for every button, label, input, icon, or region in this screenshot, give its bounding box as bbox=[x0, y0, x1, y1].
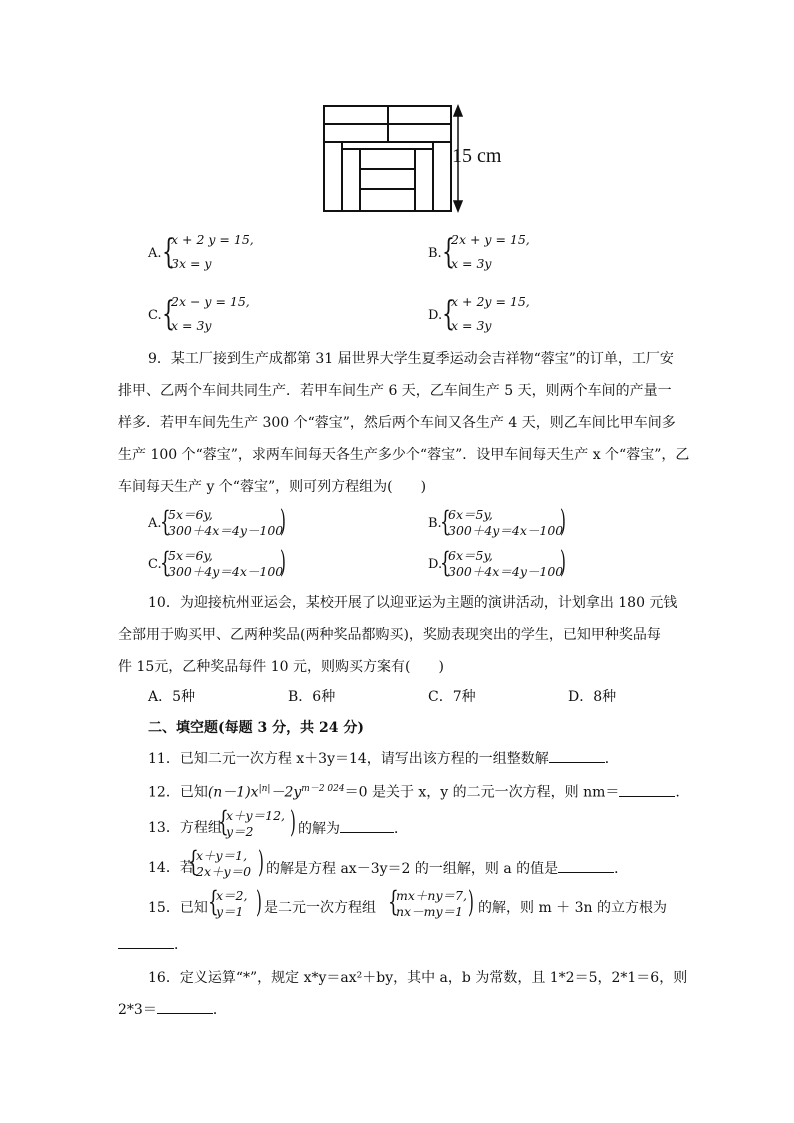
question-12: 12．已知$(n-1)x^{|n|}-2y^{m-2 024}=0$ 是关于 x，y 的二元一次方程，则 nm＝ . bbox=[148, 779, 680, 803]
q10-line-1: 10．为迎接杭州亚运会，某校开展了以迎亚运为主题的演讲活动，计划拿出 180 元钱 bbox=[148, 595, 678, 611]
q10-option-a[interactable]: A．5种 bbox=[148, 689, 196, 705]
q11-answer-blank[interactable] bbox=[549, 748, 605, 763]
q9-line-1: 9．某工厂接到生产成都第 31 届世界大学生夏季运动会吉祥物“蓉宝”的订单，工厂安 bbox=[148, 351, 674, 367]
q10-line-3: 件 15元，乙种奖品每件 10 元，则购买方案有( ) bbox=[118, 659, 444, 675]
q13-answer-blank[interactable] bbox=[340, 818, 394, 833]
q9-line-4: 生产 100 个“蓉宝”，求两车间每天各生产多少个“蓉宝”．设甲车间每天生产 x 个“蓉宝”，乙 bbox=[118, 447, 690, 463]
q9-line-3: 样多．若甲车间先生产 300 个“蓉宝”，然后两个车间又各生产 4 天，则乙车间比甲车间多 bbox=[118, 415, 676, 431]
height-label: 15 cm bbox=[452, 145, 502, 167]
q10-option-b[interactable]: B．6种 bbox=[288, 689, 336, 705]
question-11: 11．已知二元一次方程 x＋3y＝14，请写出该方程的一组整数解 ． bbox=[148, 748, 619, 769]
q9-line-2: 排甲、乙两个车间共同生产．若甲车间生产 6 天，乙车间生产 5 天，则两个车间的产量一 bbox=[118, 383, 672, 399]
q16-answer-blank[interactable] bbox=[157, 999, 213, 1014]
q12-answer-blank[interactable] bbox=[619, 782, 675, 797]
q10-option-c[interactable]: C．7种 bbox=[428, 689, 476, 705]
q9-line-5: 车间每天生产 y 个“蓉宝”，则可列方程组为( ) bbox=[118, 479, 427, 495]
section-heading-fill-in: 二、填空题(每题 3 分，共 24 分) bbox=[148, 720, 364, 736]
q10-option-d[interactable]: D．8种 bbox=[568, 689, 617, 705]
q16-line-1: 16．定义运算“*”，规定 x*y＝ax²＋by，其中 a，b 为常数，且 1*2＝5，2*1＝6，则 bbox=[148, 970, 688, 986]
q14-answer-blank[interactable] bbox=[558, 858, 614, 873]
q15-answer-blank[interactable] bbox=[118, 934, 174, 949]
q10-line-2: 全部用于购买甲、乙两种奖品(两种奖品都购买)，奖励表现突出的学生，已知甲种奖品每 bbox=[118, 627, 661, 643]
